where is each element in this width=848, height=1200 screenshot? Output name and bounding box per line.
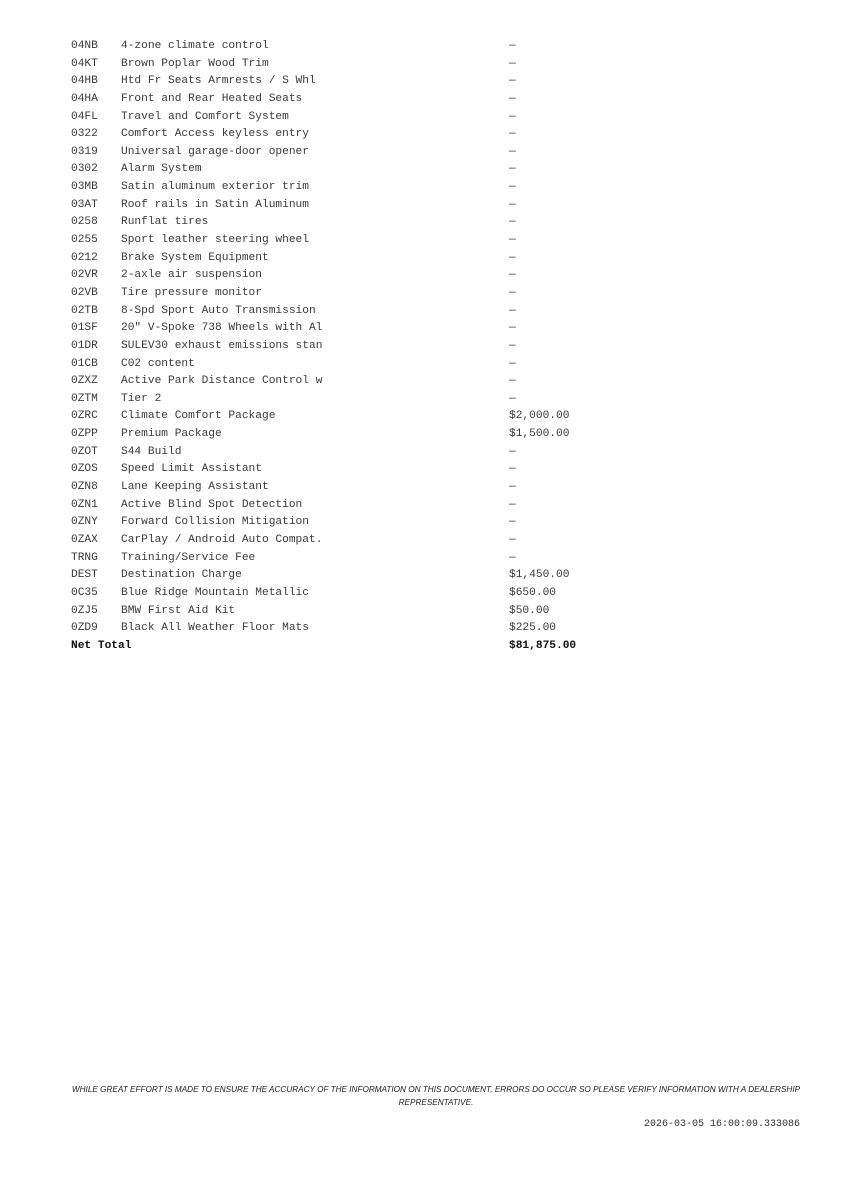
line-item-row <box>71 161 631 179</box>
option-description: Runflat tires <box>121 216 209 229</box>
option-code: 0ZOS <box>71 463 98 476</box>
net-total-label: Net Total <box>71 639 132 652</box>
option-code: 04HA <box>71 92 98 105</box>
option-code: 0ZN1 <box>71 498 98 511</box>
option-price: $1,450.00 <box>509 569 570 582</box>
option-description: Speed Limit Assistant <box>121 463 262 476</box>
line-item-row <box>71 285 631 303</box>
option-description: Destination Charge <box>121 569 242 582</box>
option-code: 0255 <box>71 234 98 247</box>
option-code: 0319 <box>71 145 98 158</box>
option-price: — <box>509 392 516 405</box>
option-description: Satin aluminum exterior trim <box>121 181 309 194</box>
option-price: — <box>509 198 516 211</box>
option-code: 0ZNY <box>71 516 98 529</box>
option-description: CarPlay / Android Auto Compat. <box>121 533 323 546</box>
option-price: — <box>509 145 516 158</box>
option-price: — <box>509 322 516 335</box>
line-item-row <box>71 497 631 515</box>
option-description: Brake System Equipment <box>121 251 269 264</box>
option-description: Lane Keeping Assistant <box>121 481 269 494</box>
option-price: — <box>509 551 516 564</box>
option-description: Training/Service Fee <box>121 551 256 564</box>
line-item-row <box>71 109 631 127</box>
option-code: 03AT <box>71 198 98 211</box>
line-item-row <box>71 461 631 479</box>
option-price: — <box>509 357 516 370</box>
line-item-row <box>71 91 631 109</box>
option-code: 0ZRC <box>71 410 98 423</box>
option-code: 02VB <box>71 286 98 299</box>
option-description: SULEV30 exhaust emissions stan <box>121 339 323 352</box>
option-code: 0212 <box>71 251 98 264</box>
option-code: 0ZOT <box>71 445 98 458</box>
option-price: $225.00 <box>509 622 556 635</box>
line-item-row <box>71 567 631 585</box>
option-code: 02VR <box>71 269 98 282</box>
option-code: 0C35 <box>71 586 98 599</box>
option-price: — <box>509 498 516 511</box>
option-price: — <box>509 533 516 546</box>
option-description: Forward Collision Mitigation <box>121 516 309 529</box>
option-description: Premium Package <box>121 428 222 441</box>
option-description: Htd Fr Seats Armrests / S Whl <box>121 75 316 88</box>
line-item-row <box>71 444 631 462</box>
option-code: 03MB <box>71 181 98 194</box>
option-price: $1,500.00 <box>509 428 570 441</box>
option-price: — <box>509 110 516 123</box>
option-description: Active Blind Spot Detection <box>121 498 303 511</box>
line-item-row <box>71 250 631 268</box>
line-item-row <box>71 197 631 215</box>
option-price: — <box>509 269 516 282</box>
option-description: Black All Weather Floor Mats <box>121 622 309 635</box>
line-item-row <box>71 550 631 568</box>
option-price: — <box>509 481 516 494</box>
option-price: — <box>509 40 516 52</box>
option-price: — <box>509 57 516 70</box>
option-code: 0302 <box>71 163 98 176</box>
option-price: — <box>509 339 516 352</box>
option-description: 8-Spd Sport Auto Transmission <box>121 304 316 317</box>
line-item-row <box>71 585 631 603</box>
generated-timestamp: 2026-03-05 16:00:09.333086 <box>643 1119 800 1130</box>
option-description: Comfort Access keyless entry <box>121 128 309 141</box>
line-item-row <box>71 373 631 391</box>
net-total-row <box>71 638 631 656</box>
option-code: 01DR <box>71 339 98 352</box>
option-description: S44 Build <box>121 445 182 458</box>
option-price: — <box>509 445 516 458</box>
option-code: 02TB <box>71 304 98 317</box>
option-description: 4-zone climate control <box>121 40 269 52</box>
line-item-row <box>71 303 631 321</box>
option-description: BMW First Aid Kit <box>121 604 236 617</box>
option-price: — <box>509 304 516 317</box>
option-code: 04NB <box>71 40 98 52</box>
line-item-row <box>71 73 631 91</box>
option-description: Roof rails in Satin Aluminum <box>121 198 309 211</box>
net-total-value: $81,875.00 <box>509 639 577 652</box>
disclaimer-text: WHILE GREAT EFFORT IS MADE TO ENSURE THE ACCURACY OF THE INFORMATION ON THIS DOCUMENT, ERRORS DO OCCUR SO PLEASE VERIFY INFORMATION WITH A DEALERSHIP REPRESENTATIVE. <box>71 1085 801 1107</box>
line-item-row <box>71 56 631 74</box>
option-code: 0322 <box>71 128 98 141</box>
option-price: — <box>509 181 516 194</box>
option-code: 0ZN8 <box>71 481 98 494</box>
option-description: Alarm System <box>121 163 202 176</box>
option-price: — <box>509 251 516 264</box>
line-item-row <box>71 126 631 144</box>
line-item-row <box>71 267 631 285</box>
line-item-row <box>71 603 631 621</box>
option-description: Climate Comfort Package <box>121 410 276 423</box>
option-price: — <box>509 75 516 88</box>
option-code: TRNG <box>71 551 98 564</box>
line-item-row <box>71 532 631 550</box>
line-item-row <box>71 144 631 162</box>
option-code: 0ZTM <box>71 392 98 405</box>
option-price: $50.00 <box>509 604 550 617</box>
option-description: Universal garage-door opener <box>121 145 309 158</box>
option-price: — <box>509 286 516 299</box>
option-code: 04FL <box>71 110 98 123</box>
option-code: 0ZD9 <box>71 622 98 635</box>
option-description: C02 content <box>121 357 195 370</box>
line-item-row <box>71 514 631 532</box>
option-description: Tier 2 <box>121 392 162 405</box>
line-item-row <box>71 408 631 426</box>
option-price: — <box>509 463 516 476</box>
option-code: 0ZJ5 <box>71 604 98 617</box>
line-item-row <box>71 338 631 356</box>
option-price: — <box>509 234 516 247</box>
option-code: 0ZAX <box>71 533 98 546</box>
option-code: 04KT <box>71 57 98 70</box>
option-code: 01CB <box>71 357 98 370</box>
option-description: Sport leather steering wheel <box>121 234 309 247</box>
line-item-row <box>71 356 631 374</box>
option-description: Front and Rear Heated Seats <box>121 92 303 105</box>
option-code: DEST <box>71 569 98 582</box>
option-description: 20" V-Spoke 738 Wheels with Al <box>121 322 323 335</box>
options-price-list <box>71 38 631 655</box>
option-price: — <box>509 216 516 229</box>
option-code: 0ZPP <box>71 428 98 441</box>
line-item-row <box>71 232 631 250</box>
option-price: — <box>509 375 516 388</box>
option-code: 01SF <box>71 322 98 335</box>
option-price: $2,000.00 <box>509 410 570 423</box>
option-code: 0ZXZ <box>71 375 98 388</box>
line-item-row <box>71 479 631 497</box>
line-item-row <box>71 320 631 338</box>
line-item-row <box>71 391 631 409</box>
option-description: 2-axle air suspension <box>121 269 262 282</box>
line-item-row <box>71 214 631 232</box>
option-description: Brown Poplar Wood Trim <box>121 57 269 70</box>
line-item-row <box>71 426 631 444</box>
line-item-row <box>71 179 631 197</box>
option-price: — <box>509 163 516 176</box>
line-item-row <box>71 620 631 638</box>
option-price: — <box>509 128 516 141</box>
option-price: — <box>509 92 516 105</box>
option-description: Tire pressure monitor <box>121 286 262 299</box>
option-description: Travel and Comfort System <box>121 110 289 123</box>
line-items <box>71 38 631 638</box>
option-description: Active Park Distance Control w <box>121 375 323 388</box>
option-price: $650.00 <box>509 586 556 599</box>
line-item-row <box>71 38 631 56</box>
option-price: — <box>509 516 516 529</box>
option-code: 04HB <box>71 75 98 88</box>
option-description: Blue Ridge Mountain Metallic <box>121 586 309 599</box>
option-code: 0258 <box>71 216 98 229</box>
